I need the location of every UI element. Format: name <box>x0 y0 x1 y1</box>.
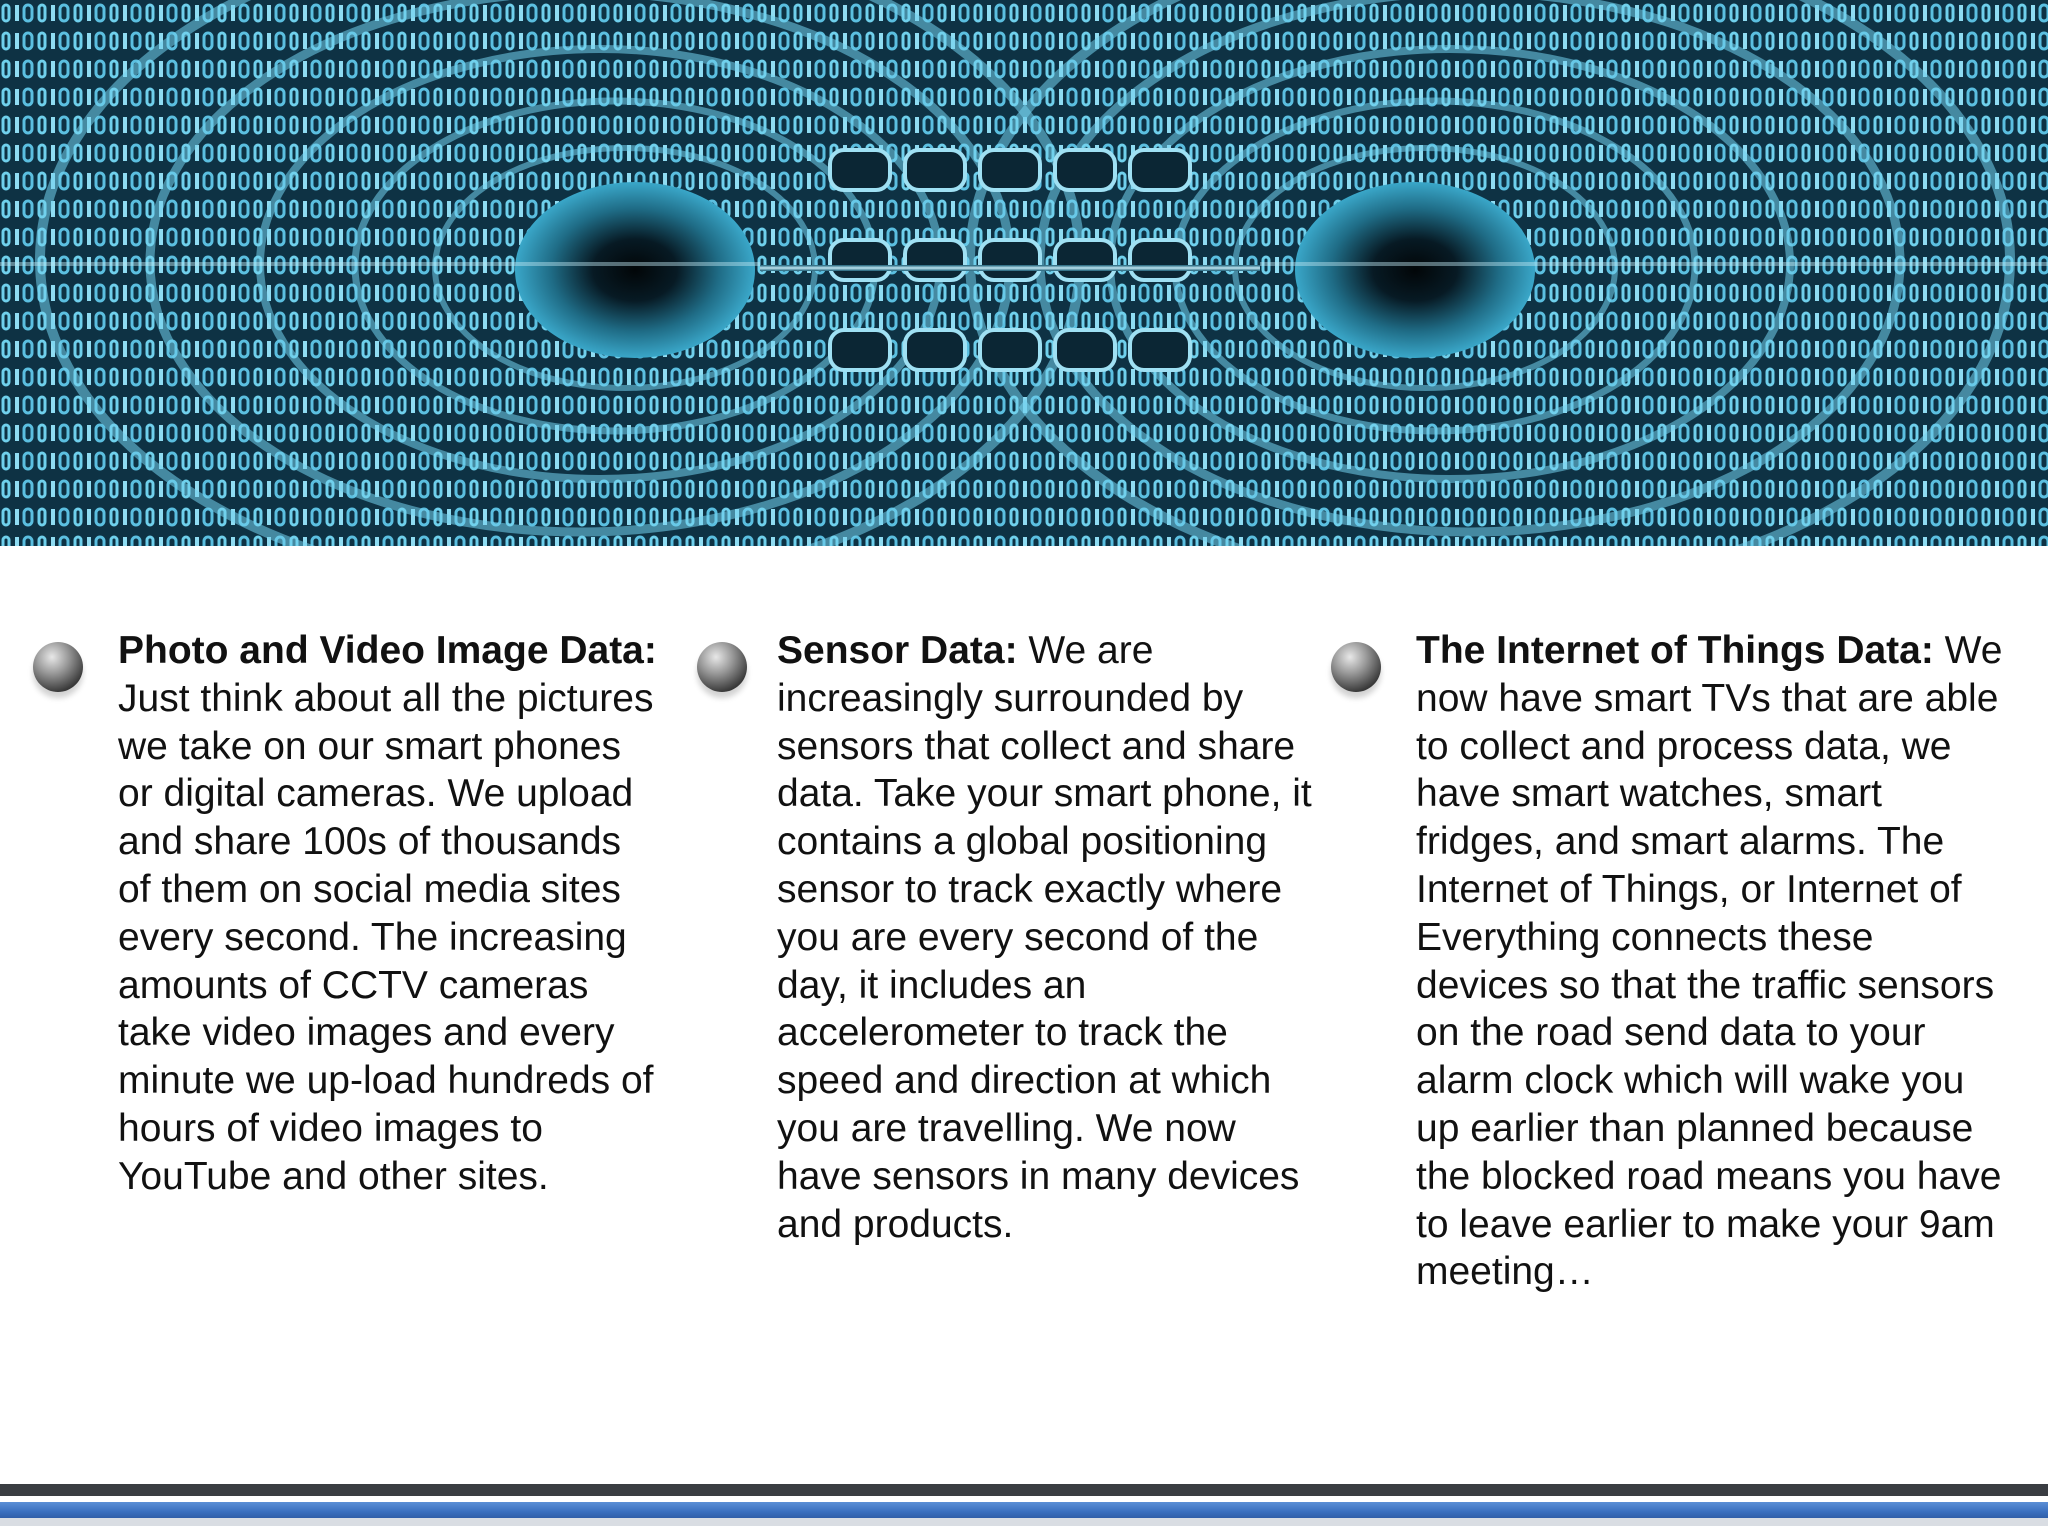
column-heading: Photo and Video Image Data: <box>118 629 657 672</box>
footer-bar-dark <box>0 1484 2048 1496</box>
column-body: We now have smart TVs that are able to collect and process data, we have smart watches, smart fridges, and smart alarms. The Internet of Things, or Internet of Everything connects these devices so that the traffic sensors on the road send data to your alarm clock which will wake you up earlier than planned because the blocked road means you have to leave earlier to make your 9am meeting… <box>1416 629 2003 1294</box>
column-internet-of-things <box>1416 627 2016 1296</box>
bullet-icon <box>1331 642 1381 692</box>
column-heading: Sensor Data: <box>777 629 1018 672</box>
column-text <box>118 627 658 1201</box>
footer-bar-blue <box>0 1502 2048 1518</box>
footer-bar-light <box>0 1518 2048 1526</box>
bullet-icon <box>697 642 747 692</box>
column-body: Just think about all the pictures we take on our smart phones or digital cameras. We upload and share 100s of thousands of them on social media sites every second. The increasing amounts of CCTV cameras take video images and every minute we up-load hundreds of hours of video images to YouTube and other sites. <box>118 676 654 1198</box>
column-text <box>777 627 1317 1248</box>
column-sensor-data <box>777 627 1317 1248</box>
column-text <box>1416 627 2016 1296</box>
column-heading: The Internet of Things Data: <box>1416 629 1934 672</box>
binary-tunnel-image <box>0 0 2048 546</box>
bullet-icon <box>33 642 83 692</box>
column-body: We are increasingly surrounded by sensors that collect and share data. Take your smart phone, it contains a global positioning sensor to track exactly where you are every second of the day, it includes an accelerometer to track the speed and direction at which you are travelling. We now have sensors in many devices and products. <box>777 629 1312 1246</box>
column-photo-video <box>118 627 658 1201</box>
